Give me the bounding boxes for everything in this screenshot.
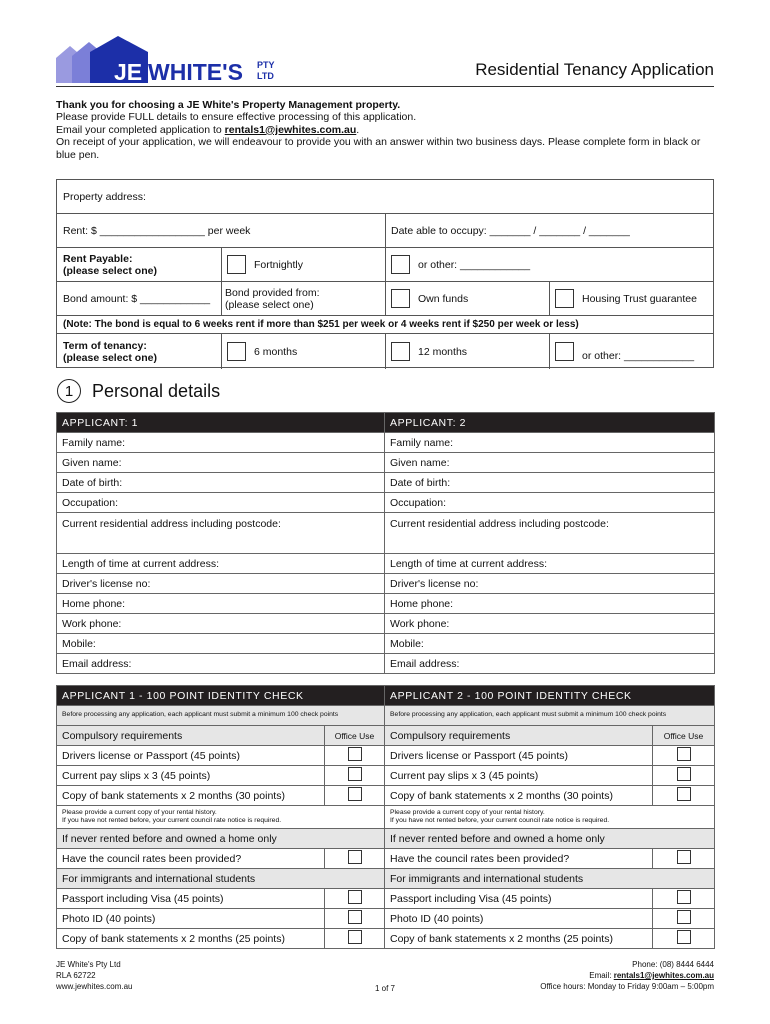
table-row (57, 493, 715, 513)
email-field-1[interactable]: Email address: (57, 654, 385, 674)
property-address-label: Property address: (63, 190, 146, 203)
table-row (57, 453, 715, 473)
footer-rla: RLA 62722 (56, 971, 96, 980)
table-row (57, 433, 715, 453)
identity1-header: APPLICANT 1 - 100 POINT IDENTITY CHECK (57, 686, 385, 706)
housing-trust-checkbox[interactable] (555, 289, 574, 308)
table-row (57, 929, 715, 949)
rental-note-1: Please provide a current copy of your rental history. If you have not rented before, your current council rate notice is required. (57, 806, 385, 829)
table-row (57, 574, 715, 594)
council-checkbox-2[interactable] (677, 850, 691, 864)
identity-header-row (57, 686, 715, 706)
passport-checkbox-1[interactable] (348, 890, 362, 904)
fortnightly-label: Fortnightly (254, 258, 304, 271)
drivers-checkbox-1[interactable] (348, 747, 362, 761)
rental-note-2: Please provide a current copy of your rental history. If you have not rented before, your current council rate notice is required. (385, 806, 715, 829)
intro-thanks: Thank you for choosing a JE White's Property Management property. (56, 99, 401, 111)
footer-website[interactable]: www.jewhites.com.au (56, 982, 133, 991)
bond-row (57, 282, 713, 316)
table-row (57, 614, 715, 634)
email-field-2[interactable]: Email address: (385, 654, 715, 674)
payslips-label-1: Current pay slips x 3 (45 points) (57, 766, 325, 786)
page-number: 1 of 7 (374, 984, 395, 993)
identity2-header: APPLICANT 2 - 100 POINT IDENTITY CHECK (385, 686, 715, 706)
table-row (57, 594, 715, 614)
mobile-field-2[interactable]: Mobile: (385, 634, 715, 654)
drivers-label-2: Drivers license or Passport (45 points) (385, 746, 653, 766)
photo-id-label-2: Photo ID (40 points) (385, 909, 653, 929)
bank30-label-1: Copy of bank statements x 2 months (30 points) (57, 786, 325, 806)
own-funds-checkbox[interactable] (391, 289, 410, 308)
passport-label-2: Passport including Visa (45 points) (385, 889, 653, 909)
given-name-field-1[interactable]: Given name: (57, 453, 385, 473)
council-label-2: Have the council rates been provided? (385, 849, 653, 869)
housing-trust-option[interactable] (555, 282, 574, 315)
table-row (57, 786, 715, 806)
footer-email-line: Email: rentals1@jewhites.com.au (589, 971, 714, 980)
intro-email-line: Email your completed application to rentals1@jewhites.com.au. (56, 123, 360, 136)
license-field-1[interactable]: Driver's license no: (57, 574, 385, 594)
housing-trust-label: Housing Trust guarantee (582, 292, 697, 305)
rent-other-checkbox[interactable] (391, 255, 410, 274)
table-row (57, 806, 715, 829)
rent-field[interactable]: Rent: $ __________________ per week (63, 224, 251, 237)
table-row (57, 706, 715, 726)
dob-field-1[interactable]: Date of birth: (57, 473, 385, 493)
identity-check-table (56, 685, 715, 949)
logo-whites: WHITE'S (148, 59, 243, 85)
table-row (57, 726, 715, 746)
own-funds-option[interactable] (391, 282, 410, 315)
payslips-checkbox-1[interactable] (348, 767, 362, 781)
bank30-checkbox-1[interactable] (348, 787, 362, 801)
length-address-field-1[interactable]: Length of time at current address: (57, 554, 385, 574)
bond-provided-label: Bond provided from: (please select one) (225, 286, 320, 311)
logo-je: JE (114, 59, 143, 85)
footer-company: JE White's Pty Ltd (56, 960, 121, 969)
immigrants-label-1: For immigrants and international students (57, 869, 385, 889)
office-use-label-1: Office Use (325, 726, 385, 746)
family-name-field-2[interactable]: Family name: (385, 433, 715, 453)
rent-other-option[interactable] (391, 248, 410, 281)
rent-row (57, 214, 713, 248)
drivers-label-1: Drivers license or Passport (45 points) (57, 746, 325, 766)
six-months-checkbox[interactable] (227, 342, 246, 361)
length-address-field-2[interactable]: Length of time at current address: (385, 554, 715, 574)
table-row (57, 634, 715, 654)
applicant2-header: APPLICANT: 2 (385, 413, 715, 433)
applicant-details-table (56, 412, 715, 674)
six-months-option[interactable] (227, 334, 246, 369)
bank25-checkbox-2[interactable] (677, 930, 691, 944)
property-details-box (56, 179, 714, 368)
six-months-label: 6 months (254, 345, 298, 358)
table-row (57, 869, 715, 889)
bank30-checkbox-2[interactable] (677, 787, 691, 801)
fortnightly-option[interactable] (227, 248, 246, 281)
identity-notice-1: Before processing any application, each applicant must submit a minimum 100 check points (57, 706, 385, 726)
photo-id-checkbox-2[interactable] (677, 910, 691, 924)
table-row (57, 766, 715, 786)
date-occupy-field[interactable]: Date able to occupy: _______ / _______ / _______ (391, 224, 630, 237)
twelve-months-option[interactable] (391, 334, 410, 369)
document-title: Residential Tenancy Application (475, 60, 714, 79)
office-use-label-2: Office Use (653, 726, 715, 746)
rent-payable-label: Rent Payable: (please select one) (63, 252, 157, 277)
occupation-field-2[interactable]: Occupation: (385, 493, 715, 513)
bank25-label-2: Copy of bank statements x 2 months (25 points) (385, 929, 653, 949)
property-address-row[interactable] (57, 180, 713, 214)
photo-id-label-1: Photo ID (40 points) (57, 909, 325, 929)
intro-instructions: Please provide FULL details to ensure effective processing of this application. (56, 111, 417, 124)
immigrants-label-2: For immigrants and international students (385, 869, 715, 889)
intro-email-link[interactable]: rentals1@jewhites.com.au (224, 123, 357, 136)
given-name-field-2[interactable]: Given name: (385, 453, 715, 473)
table-row (57, 829, 715, 849)
dob-field-2[interactable]: Date of birth: (385, 473, 715, 493)
license-field-2[interactable]: Driver's license no: (385, 574, 715, 594)
intro-text (56, 99, 716, 161)
table-row (57, 889, 715, 909)
passport-checkbox-2[interactable] (677, 890, 691, 904)
identity-notice-2: Before processing any application, each applicant must submit a minimum 100 check points (385, 706, 715, 726)
photo-id-checkbox-1[interactable] (348, 910, 362, 924)
address-field-2[interactable]: Current residential address including postcode: (385, 513, 715, 554)
compulsory-label-2: Compulsory requirements (385, 726, 653, 746)
bank30-label-2: Copy of bank statements x 2 months (30 points) (385, 786, 653, 806)
home-phone-field-1[interactable]: Home phone: (57, 594, 385, 614)
payslips-label-2: Current pay slips x 3 (45 points) (385, 766, 653, 786)
work-phone-field-2[interactable]: Work phone: (385, 614, 715, 634)
applicant1-header: APPLICANT: 1 (57, 413, 385, 433)
fortnightly-checkbox[interactable] (227, 255, 246, 274)
compulsory-label-1: Compulsory requirements (57, 726, 325, 746)
never-rented-label-2: If never rented before and owned a home only (385, 829, 715, 849)
bond-amount-field[interactable]: Bond amount: $ ____________ (63, 292, 211, 305)
section-number: 1 (57, 379, 81, 403)
svg-text:PTY: PTY (257, 60, 275, 70)
table-row (57, 909, 715, 929)
rent-other-label[interactable]: or other: ____________ (418, 258, 531, 271)
passport-label-1: Passport including Visa (45 points) (57, 889, 325, 909)
never-rented-label-1: If never rented before and owned a home only (57, 829, 385, 849)
svg-text:LTD: LTD (257, 71, 274, 81)
payslips-checkbox-2[interactable] (677, 767, 691, 781)
home-phone-field-2[interactable]: Home phone: (385, 594, 715, 614)
council-label-1: Have the council rates been provided? (57, 849, 325, 869)
footer-hours: Office hours: Monday to Friday 9:00am – 5:00pm (540, 982, 714, 991)
bond-note: (Note: The bond is equal to 6 weeks rent if more than $251 per week or 4 weeks rent if $250 per week or less) (63, 319, 579, 330)
term-other-checkbox[interactable] (555, 342, 574, 361)
own-funds-label: Own funds (418, 292, 469, 305)
table-row (57, 746, 715, 766)
twelve-months-checkbox[interactable] (391, 342, 410, 361)
footer-phone: Phone: (08) 8444 6444 (632, 960, 714, 969)
bank25-label-1: Copy of bank statements x 2 months (25 points) (57, 929, 325, 949)
company-logo (56, 36, 286, 86)
council-checkbox-1[interactable] (348, 850, 362, 864)
drivers-checkbox-2[interactable] (677, 747, 691, 761)
occupation-field-1[interactable]: Occupation: (57, 493, 385, 513)
family-name-field-1[interactable]: Family name: (57, 433, 385, 453)
rent-payable-row (57, 248, 713, 282)
section-title: Personal details (92, 381, 221, 401)
applicant-header-row (57, 413, 715, 433)
bond-note-row (57, 316, 713, 334)
footer-email-link[interactable]: rentals1@jewhites.com.au (613, 971, 714, 980)
term-row (57, 334, 713, 369)
header-divider (56, 86, 714, 87)
table-row (57, 473, 715, 493)
address-field-1[interactable]: Current residential address including postcode: (57, 513, 385, 554)
intro-response: On receipt of your application, we will endeavour to provide you with an answer within two business days. Please complete form in black or blue pen. (56, 136, 701, 161)
twelve-months-label: 12 months (418, 345, 468, 358)
work-phone-field-1[interactable]: Work phone: (57, 614, 385, 634)
table-row (57, 554, 715, 574)
mobile-field-1[interactable]: Mobile: (57, 634, 385, 654)
table-row (57, 513, 715, 554)
footer-contact-info (540, 959, 714, 992)
term-other-label[interactable]: or other: ____________ (582, 349, 695, 362)
bank25-checkbox-1[interactable] (348, 930, 362, 944)
term-other-option[interactable] (555, 334, 574, 369)
table-row (57, 654, 715, 674)
table-row (57, 849, 715, 869)
term-label: Term of tenancy: (please select one) (63, 339, 157, 364)
